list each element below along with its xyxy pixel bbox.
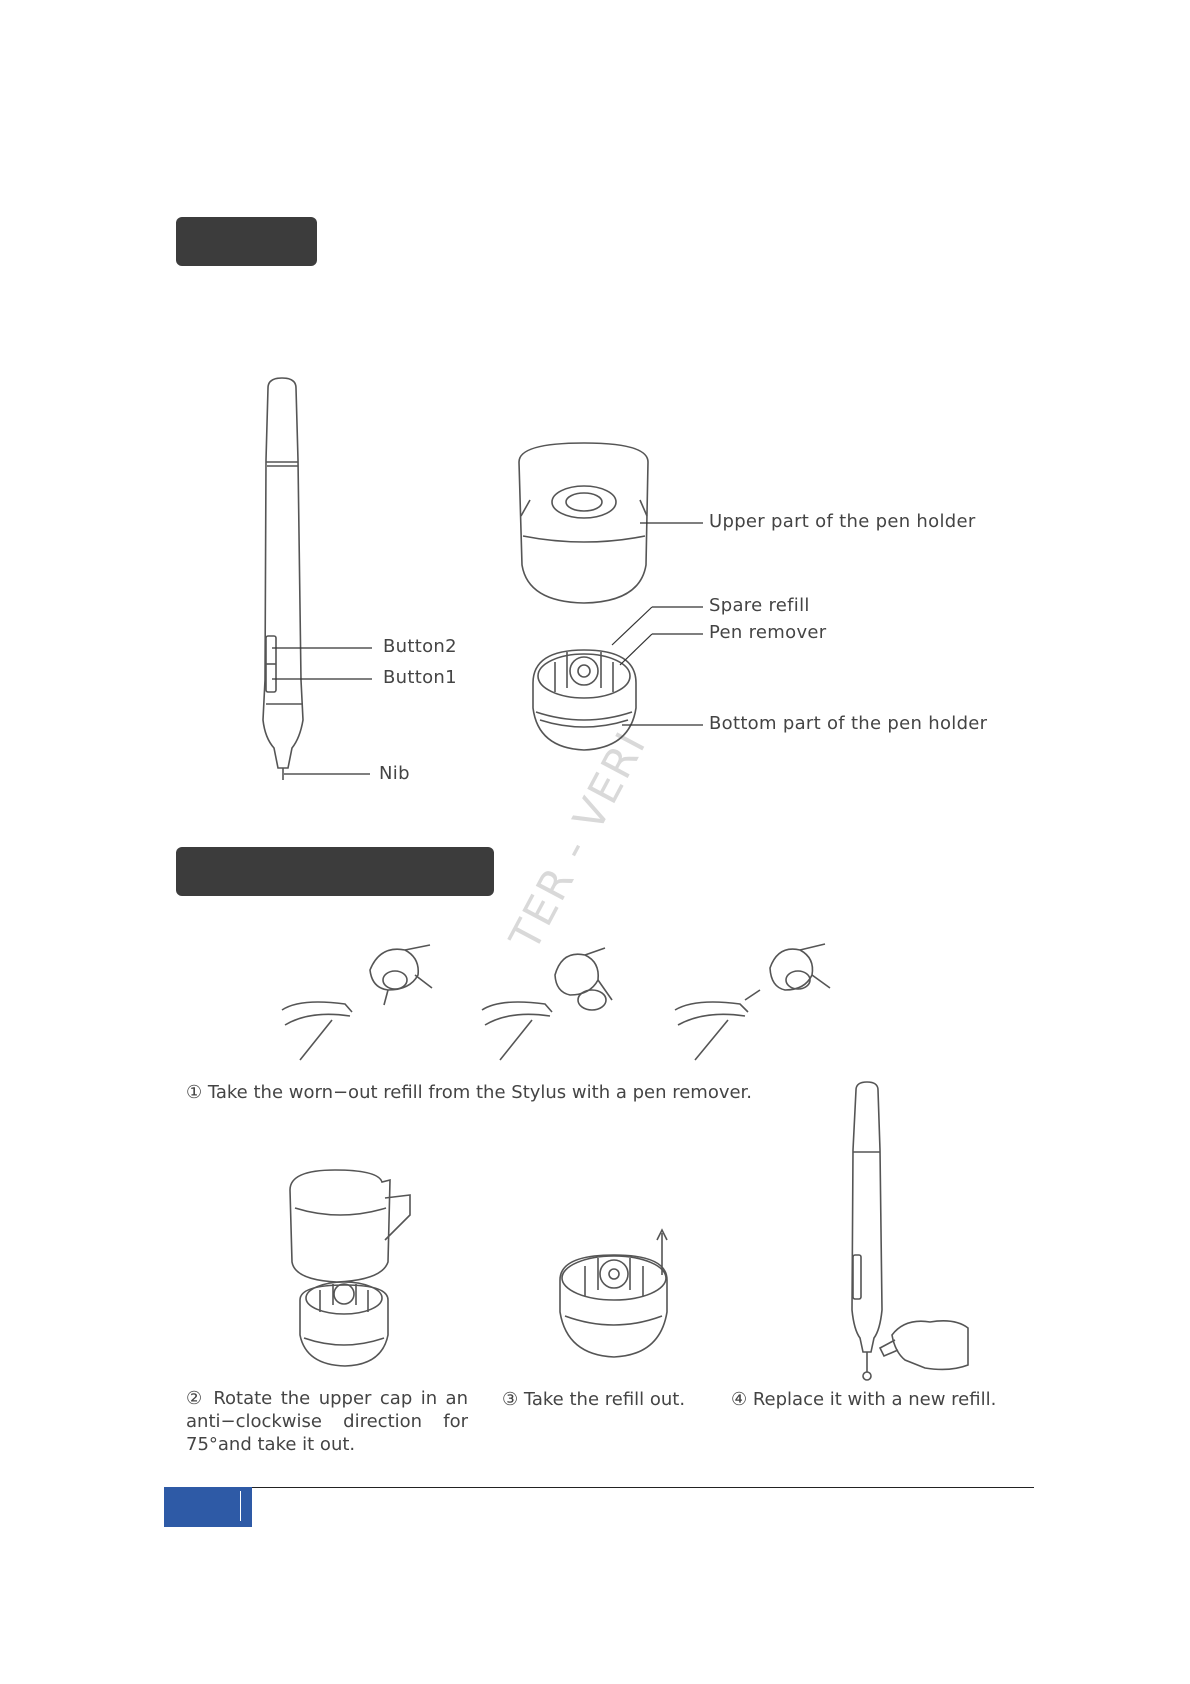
stylus-illustration: [263, 378, 303, 780]
step2-caption: ② Rotate the upper cap in an anti−clockwise direction for 75°and take it out.: [186, 1388, 468, 1455]
step1-hands-panel-1: [282, 945, 432, 1060]
pen-holder-upper-icon: [519, 443, 648, 603]
watermark: TER - VERI: [500, 723, 656, 959]
step4-stylus-icon: [852, 1082, 968, 1380]
footer-rule: [176, 1487, 1034, 1488]
footer-divider: [240, 1491, 241, 1521]
holder-leader-lines: [612, 523, 703, 725]
step3-caption: ③ Take the refill out.: [502, 1389, 686, 1410]
step1-hands-panel-3: [675, 944, 830, 1060]
step1-caption: ① Take the worn−out refill from the Stylus with a pen remover.: [186, 1082, 753, 1103]
pen-remover-label: Pen remover: [709, 622, 827, 643]
step4-caption: ④ Replace it with a new refill.: [731, 1389, 997, 1410]
step2-holder-icon: [290, 1170, 410, 1366]
button2-label: Button2: [383, 636, 457, 657]
button1-label: Button1: [383, 667, 457, 688]
footer-page-block: [164, 1487, 252, 1527]
stylus-leader-lines: [272, 648, 372, 774]
step1-hands-panel-2: [482, 948, 612, 1060]
spare-refill-label: Spare refill: [709, 595, 810, 616]
bottom-holder-label: Bottom part of the pen holder: [709, 713, 988, 734]
nib-label: Nib: [379, 763, 410, 784]
upper-holder-label: Upper part of the pen holder: [709, 511, 976, 532]
step3-holder-icon: [560, 1230, 667, 1357]
